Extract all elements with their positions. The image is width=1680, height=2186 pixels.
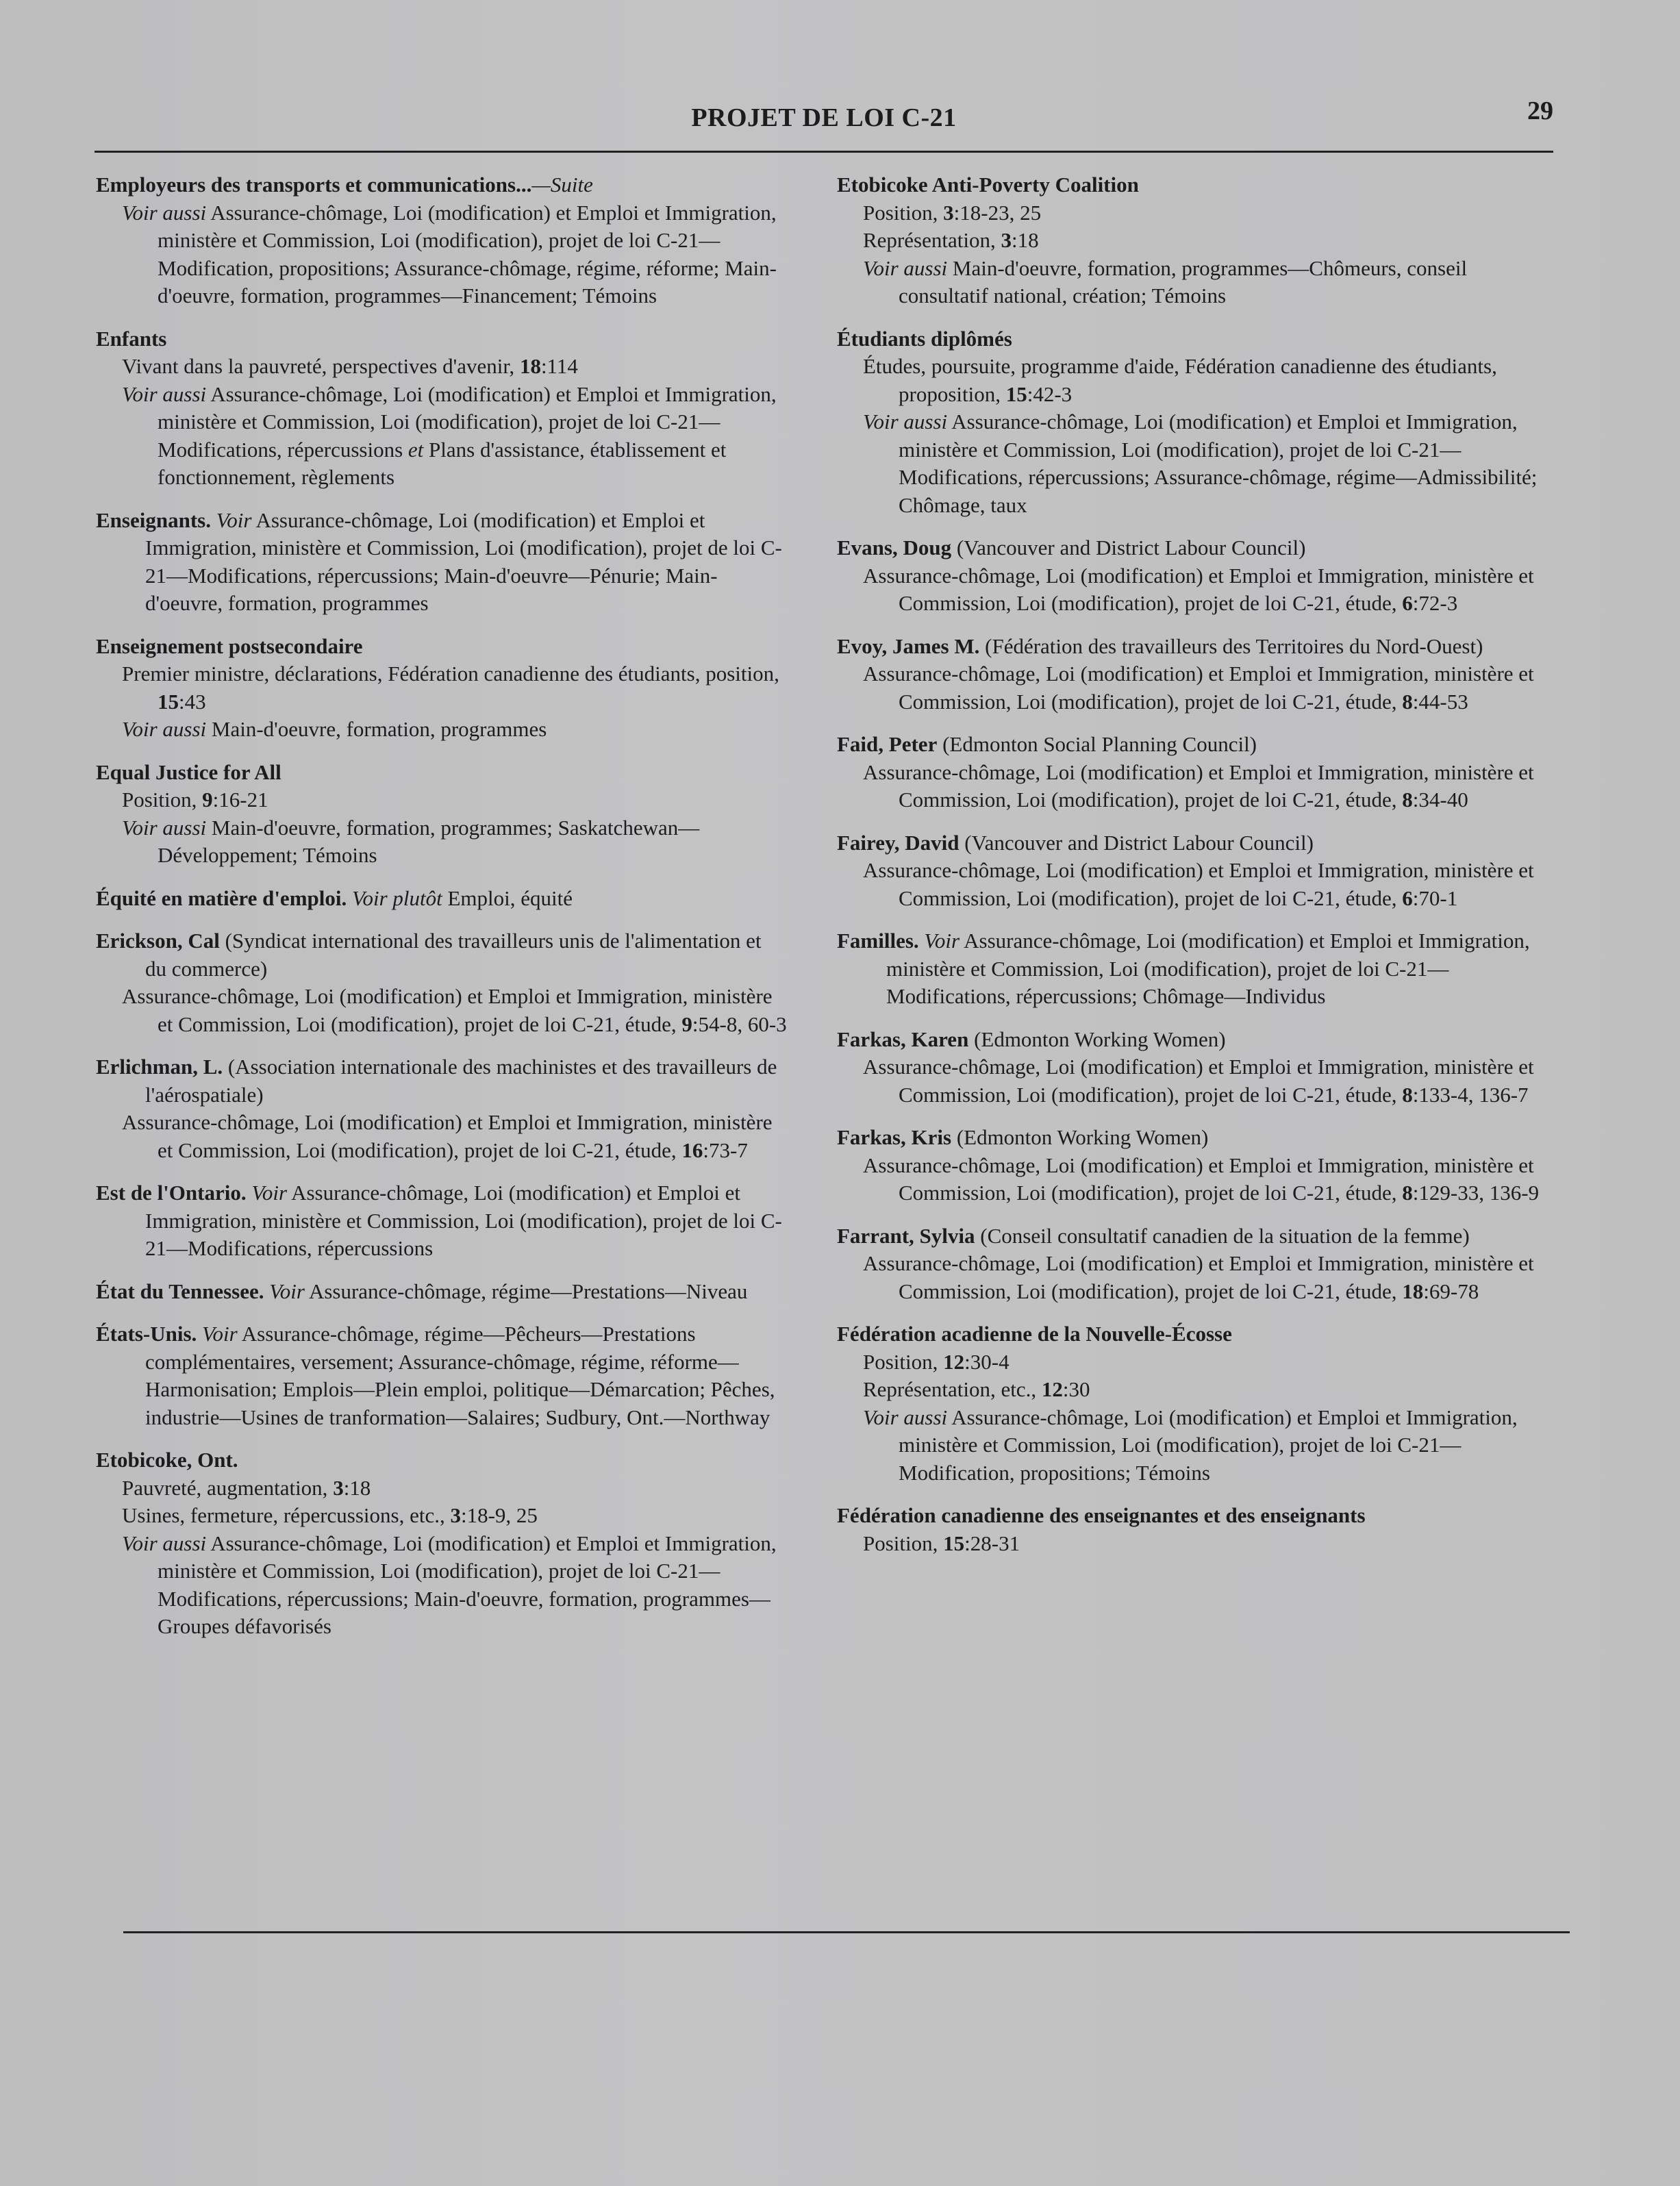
- subentry-text: Usines, fermeture, répercussions, etc.,: [122, 1503, 451, 1527]
- subentry: [837, 857, 1556, 912]
- index-entry: [837, 829, 1556, 913]
- subentry-text: Assurance-chômage, Loi (modification) et Emploi et Immigration, ministère et Commission, Loi (modification), projet de loi C-21, étude,: [863, 759, 1534, 812]
- subentry: [837, 353, 1556, 408]
- cross-reference-text: Assurance-chômage, Loi (modification) et Emploi et Immigration, ministère et Commission, Loi (modification), projet de loi C-21—Modifications, répercussions: [145, 1181, 782, 1260]
- heading-term: Fédération canadienne des enseignantes et des enseignants: [837, 1503, 1366, 1527]
- heading-term: Fédération acadienne de la Nouvelle-Écosse: [837, 1322, 1232, 1346]
- heading-term: Est de l'Ontario.: [96, 1181, 247, 1205]
- issue-number: 9: [681, 1012, 692, 1036]
- index-entry: [96, 885, 788, 913]
- subentry: [837, 660, 1556, 716]
- see-also-line: [837, 408, 1556, 519]
- heading-term: Farrant, Sylvia: [837, 1223, 975, 1248]
- issue-number: 3: [450, 1503, 461, 1527]
- heading-affiliation: (Syndicat international des travailleurs unis de l'alimentation et du commerce): [145, 929, 762, 981]
- subentry: [96, 786, 788, 814]
- see-also-line: [837, 255, 1556, 310]
- index-entry: [96, 927, 788, 1038]
- index-entry: [837, 325, 1556, 520]
- heading-affiliation: (Vancouver and District Labour Council): [951, 536, 1306, 560]
- page-title: PROJET DE LOI C-21: [691, 103, 957, 132]
- cross-reference-text: Assurance-chômage, régime—Pêcheurs—Prestations complémentaires, versement; Assurance-chômage, régime, réforme—Harmonisation; Emplois—Plein emploi, politique—Démarcation; Pêches, industrie—Usines de tranformation—Salaires; Sudbury, Ont.—Northway: [145, 1322, 775, 1429]
- issue-number: 8: [1402, 788, 1413, 812]
- issue-number: 8: [1402, 1181, 1413, 1205]
- heading-suffix: —Suite: [531, 173, 593, 197]
- entry-heading: [96, 1320, 788, 1431]
- subentry-text: Représentation,: [863, 228, 1001, 252]
- see-also-line: [96, 199, 788, 310]
- page-range: :18-9, 25: [460, 1503, 538, 1527]
- heading-affiliation: (Vancouver and District Labour Council): [959, 830, 1314, 855]
- heading-affiliation: (Fédération des travailleurs des Territoires du Nord-Ouest): [979, 633, 1483, 658]
- entry-heading: [96, 885, 788, 913]
- heading-term: Evoy, James M.: [837, 633, 980, 658]
- subentry-text: Assurance-chômage, Loi (modification) et Emploi et Immigration, ministère et Commission, Loi (modification), projet de loi C-21, étude,: [863, 858, 1534, 910]
- subentry: [837, 1348, 1556, 1377]
- index-entry: [96, 1446, 788, 1641]
- entry-heading: [96, 171, 788, 199]
- heading-term: Enfants: [96, 326, 167, 351]
- heading-affiliation: (Edmonton Working Women): [968, 1027, 1226, 1051]
- subentry-text: Assurance-chômage, Loi (modification) et Emploi et Immigration, ministère et Commission, Loi (modification), projet de loi C-21, étude,: [122, 1110, 773, 1162]
- subentry-text: Assurance-chômage, Loi (modification) et Emploi et Immigration, ministère et Commission, Loi (modification), projet de loi C-21, étude,: [122, 984, 773, 1036]
- subentry-text: Assurance-chômage, Loi (modification) et Emploi et Immigration, ministère et Commission, Loi (modification), projet de loi C-21, étude,: [863, 563, 1534, 615]
- see-also-text: Assurance-chômage, Loi (modification) et Emploi et Immigration, ministère et Commission, Loi (modification), projet de loi C-21—Modifications, répercussions; Main-d'oeuvre, formation, programmes—Groupes défavorisés: [158, 1531, 777, 1638]
- subentry: [96, 1474, 788, 1503]
- entry-heading: [837, 633, 1556, 661]
- page-range: :69-78: [1423, 1279, 1479, 1303]
- page-range: :18: [343, 1475, 371, 1500]
- see-also-text: Main-d'oeuvre, formation, programmes—Chômeurs, conseil consultatif national, création; Témoins: [899, 255, 1468, 307]
- cross-reference-text: Assurance-chômage, Loi (modification) et Emploi et Immigration, ministère et Commission, Loi (modification), projet de loi C-21—Modifications, répercussions; Main-d'oeuvre—Pénurie; Main-d'oeuvre, formation, programmes: [145, 507, 782, 615]
- header-rule: [95, 151, 1553, 153]
- index-entry: [837, 731, 1556, 814]
- cross-reference-text: Assurance-chômage, régime—Prestations—Niveau: [304, 1279, 748, 1303]
- subentry-text: Assurance-chômage, Loi (modification) et Emploi et Immigration, ministère et Commission, Loi (modification), projet de loi C-21, étude,: [863, 1251, 1534, 1303]
- subentry-text: Position,: [863, 1531, 944, 1555]
- issue-number: 6: [1402, 591, 1413, 615]
- page-range: :16-21: [212, 788, 268, 812]
- cross-reference-text: Emploi, équité: [442, 885, 573, 910]
- subentry-text: Position,: [122, 788, 203, 812]
- index-entry: [837, 1124, 1556, 1207]
- index-entry: [837, 633, 1556, 716]
- entry-heading: [96, 633, 788, 661]
- subentry: [837, 1250, 1556, 1305]
- see-also-label: Voir aussi: [863, 410, 948, 434]
- entry-heading: [837, 1124, 1556, 1152]
- issue-number: 8: [1402, 1082, 1413, 1107]
- see-also-label: Voir aussi: [122, 1531, 207, 1555]
- subentry-text: Assurance-chômage, Loi (modification) et Emploi et Immigration, ministère et Commission, Loi (modification), projet de loi C-21, étude,: [863, 1153, 1534, 1205]
- entry-heading: [96, 927, 788, 983]
- heading-term: Erickson, Cal: [96, 929, 220, 953]
- issue-number: 3: [943, 200, 954, 225]
- subentry-text: Position,: [863, 200, 944, 225]
- issue-number: 12: [943, 1349, 965, 1374]
- page-range: :28-31: [964, 1531, 1020, 1555]
- subentry-text: Études, poursuite, programme d'aide, Fédération canadienne des étudiants, proposition,: [863, 354, 1497, 406]
- subentry: [837, 1376, 1556, 1404]
- index-entry: [837, 534, 1556, 618]
- issue-number: 18: [1402, 1279, 1424, 1303]
- heading-term: Employeurs des transports et communications...: [96, 173, 532, 197]
- heading-term: Etobicoke Anti-Poverty Coalition: [837, 173, 1139, 197]
- heading-affiliation: (Edmonton Working Women): [951, 1125, 1209, 1149]
- heading-term: Équité en matière d'emploi.: [96, 885, 347, 910]
- entry-heading: [837, 325, 1556, 353]
- heading-affiliation: (Conseil consultatif canadien de la situation de la femme): [975, 1223, 1470, 1248]
- issue-number: 3: [1001, 228, 1012, 252]
- index-entry: [837, 1502, 1556, 1557]
- heading-term: Étudiants diplômés: [837, 326, 1012, 351]
- see-reference: Voir: [924, 929, 960, 953]
- see-also-text: Assurance-chômage, Loi (modification) et Emploi et Immigration, ministère et Commission, Loi (modification), projet de loi C-21—Modifications, répercussions; Assurance-chômage, régime—Admissibilité; Chômage, taux: [899, 410, 1538, 517]
- index-entry: [96, 759, 788, 870]
- page-range: :70-1: [1412, 885, 1458, 910]
- subentry: [837, 759, 1556, 814]
- subentry-text: Premier ministre, déclarations, Fédération canadienne des étudiants, position,: [122, 662, 779, 686]
- heading-term: Evans, Doug: [837, 536, 952, 560]
- footer-rule: [123, 1931, 1570, 1933]
- issue-number: 18: [519, 354, 541, 378]
- heading-term: Equal Justice for All: [96, 759, 281, 784]
- issue-number: 6: [1402, 885, 1413, 910]
- issue-number: 16: [681, 1138, 703, 1162]
- heading-term: Farkas, Kris: [837, 1125, 952, 1149]
- entry-heading: [96, 1053, 788, 1109]
- heading-term: États-Unis.: [96, 1322, 197, 1346]
- subentry: [837, 1152, 1556, 1207]
- see-also-line: [96, 1530, 788, 1641]
- subentry-text: Position,: [863, 1349, 944, 1374]
- subentry: [837, 1530, 1556, 1558]
- entry-heading: [96, 1446, 788, 1474]
- subentry: [837, 199, 1556, 227]
- page-number: 29: [1527, 97, 1553, 125]
- subentry: [96, 1502, 788, 1530]
- page-range: :43: [179, 689, 206, 714]
- index-entry: [96, 1278, 788, 1306]
- entry-heading: [837, 1320, 1556, 1348]
- index-entry: [96, 507, 788, 618]
- entry-heading: [837, 927, 1556, 1011]
- subentry: [96, 1109, 788, 1164]
- see-also-text: Assurance-chômage, Loi (modification) et Emploi et Immigration, ministère et Commission, Loi (modification), projet de loi C-21—Modification, propositions; Témoins: [899, 1405, 1518, 1485]
- see-also-text: Plans d'assistance, établissement et fonctionnement, règlements: [158, 437, 727, 489]
- see-also-line: [837, 1404, 1556, 1487]
- entry-heading: [837, 534, 1556, 562]
- issue-number: 15: [158, 689, 179, 714]
- entry-heading: [96, 1179, 788, 1263]
- heading-term: Enseignement postsecondaire: [96, 633, 363, 658]
- index-entry: [837, 171, 1556, 310]
- entry-heading: [96, 1278, 788, 1306]
- subentry-text: Vivant dans la pauvreté, perspectives d'avenir,: [122, 354, 520, 378]
- see-reference: Voir: [251, 1181, 288, 1205]
- heading-term: État du Tennessee.: [96, 1279, 264, 1303]
- entry-heading: [837, 1502, 1556, 1530]
- index-entry: [96, 1053, 788, 1164]
- heading-term: Faid, Peter: [837, 732, 938, 756]
- subentry: [96, 660, 788, 716]
- see-also-label: Voir aussi: [122, 717, 207, 741]
- see-also-label: Voir aussi: [863, 255, 948, 280]
- see-also-line: [96, 381, 788, 492]
- heading-term: Fairey, David: [837, 830, 960, 855]
- page-range: :30-4: [964, 1349, 1010, 1374]
- issue-number: 3: [333, 1475, 344, 1500]
- heading-term: Etobicoke, Ont.: [96, 1448, 238, 1472]
- see-reference: Voir: [216, 507, 252, 532]
- subentry-text: Assurance-chômage, Loi (modification) et Emploi et Immigration, ministère et Commission, Loi (modification), projet de loi C-21, étude,: [863, 662, 1534, 714]
- see-also-text: Main-d'oeuvre, formation, programmes: [206, 717, 547, 741]
- index-entry: [837, 1222, 1556, 1306]
- page-range: :114: [540, 354, 578, 378]
- entry-heading: [96, 507, 788, 618]
- entry-heading: [837, 1222, 1556, 1251]
- page-range: :42-3: [1027, 381, 1073, 406]
- subentry: [96, 983, 788, 1038]
- issue-number: 9: [202, 788, 213, 812]
- page-range: :30: [1062, 1377, 1090, 1401]
- subentry-text: Assurance-chômage, Loi (modification) et Emploi et Immigration, ministère et Commission, Loi (modification), projet de loi C-21, étude,: [863, 1055, 1534, 1107]
- see-also-line: [96, 716, 788, 744]
- issue-number: 15: [1005, 381, 1027, 406]
- heading-affiliation: (Edmonton Social Planning Council): [937, 732, 1257, 756]
- heading-term: Farkas, Karen: [837, 1027, 969, 1051]
- conjunction: et: [408, 437, 424, 462]
- page-range: :18-23, 25: [953, 200, 1042, 225]
- index-entry: [96, 325, 788, 492]
- see-also-label: Voir aussi: [863, 1405, 948, 1429]
- see-also-text: Assurance-chômage, Loi (modification) et Emploi et Immigration, ministère et Commission, Loi (modification), projet de loi C-21—Modifications, répercussions: [158, 381, 777, 462]
- subentry: [96, 353, 788, 381]
- index-entry: [837, 927, 1556, 1011]
- see-also-label: Voir aussi: [122, 381, 207, 406]
- page-range: :18: [1011, 228, 1039, 252]
- heading-term: Familles.: [837, 929, 919, 953]
- issue-number: 8: [1402, 689, 1413, 714]
- entry-heading: [837, 731, 1556, 759]
- index-entry: [96, 1179, 788, 1263]
- index-entry: [96, 1320, 788, 1431]
- page-range: :133-4, 136-7: [1412, 1082, 1529, 1107]
- subentry-text: Représentation, etc.,: [863, 1377, 1042, 1401]
- page-range: :54-8, 60-3: [692, 1012, 787, 1036]
- right-column: [837, 171, 1556, 1572]
- see-reference: Voir plutôt: [351, 885, 442, 910]
- index-entry: [96, 171, 788, 310]
- entry-heading: [837, 829, 1556, 857]
- heading-term: Enseignants.: [96, 507, 211, 532]
- subentry-text: Pauvreté, augmentation,: [122, 1475, 334, 1500]
- page-range: :44-53: [1412, 689, 1468, 714]
- heading-affiliation: (Association internationale des machinistes et des travailleurs de l'aérospatiale): [145, 1055, 777, 1107]
- issue-number: 12: [1041, 1377, 1063, 1401]
- left-column: [96, 171, 788, 1656]
- entry-heading: [96, 325, 788, 353]
- entry-heading: [96, 759, 788, 787]
- issue-number: 15: [943, 1531, 965, 1555]
- page-range: :34-40: [1412, 788, 1468, 812]
- see-also-label: Voir aussi: [122, 200, 207, 225]
- index-entry: [96, 633, 788, 744]
- index-entry: [837, 1026, 1556, 1109]
- index-entry: [837, 1320, 1556, 1487]
- page-range: :129-33, 136-9: [1412, 1181, 1540, 1205]
- see-also-label: Voir aussi: [122, 815, 207, 840]
- cross-reference-text: Assurance-chômage, Loi (modification) et Emploi et Immigration, ministère et Commission, Loi (modification), projet de loi C-21—Modifications, répercussions; Chômage—Individus: [886, 929, 1530, 1008]
- see-reference: Voir: [269, 1279, 305, 1303]
- see-reference: Voir: [202, 1322, 238, 1346]
- subentry: [837, 562, 1556, 618]
- entry-heading: [837, 171, 1556, 199]
- heading-term: Erlichman, L.: [96, 1055, 223, 1079]
- see-also-text: Main-d'oeuvre, formation, programmes; Saskatchewan—Développement; Témoins: [158, 815, 700, 867]
- subentry: [837, 1053, 1556, 1109]
- running-header: [95, 96, 1553, 151]
- page-range: :73-7: [703, 1138, 748, 1162]
- page-range: :72-3: [1412, 591, 1458, 615]
- see-also-text: Assurance-chômage, Loi (modification) et Emploi et Immigration, ministère et Commission, Loi (modification), projet de loi C-21—Modification, propositions; Assurance-chômage, régime, réforme; Main-d'oeuvre, formation, programmes—Financement; Témoins: [158, 200, 777, 307]
- see-also-line: [96, 814, 788, 870]
- entry-heading: [837, 1026, 1556, 1054]
- subentry: [837, 227, 1556, 255]
